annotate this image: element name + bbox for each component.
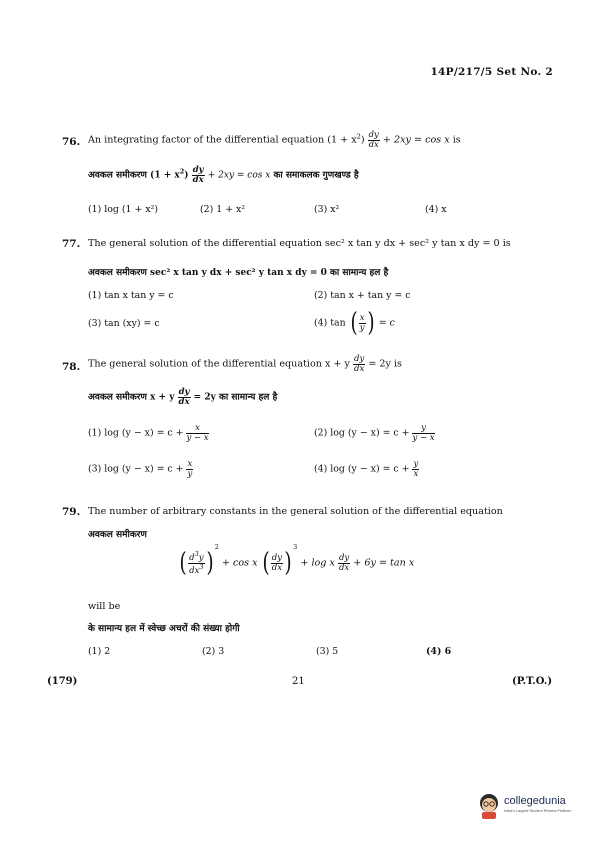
logo-mascot-icon (476, 792, 502, 820)
q78-english-pre: The general solution of the differential equation x + y (88, 358, 350, 370)
q79-equation: ( $\frac{d^3y}{dx^3}$ )$^2$ + cos x ( $\frac{dy}{dx}$ )$^3$ + log x $\frac{dy}{dx}$ + 6y = tan x (179, 543, 415, 578)
footer-code: (179) (47, 676, 78, 687)
question-79-english: The number of arbitrary constants in the general solution of the differential equation (88, 506, 503, 517)
page-number: 21 (292, 676, 305, 687)
q76-option-2: (2) 1 + x² (200, 204, 246, 215)
logo-name: collegedunia (504, 795, 566, 807)
q78-option-3-text: (3) log (y − x) = c + (88, 463, 184, 475)
q77-option-3: (3) tan (xy) = c (88, 318, 160, 329)
q77-option-4-text: (4) tan (314, 317, 346, 329)
q78-option-1: (1) log (y − x) = c + $\frac{x}{y - x}$ (88, 423, 209, 443)
question-number-78: 78. (62, 361, 81, 373)
q79-will-be: will be (88, 601, 121, 612)
q78-english-post: = 2y is (368, 358, 402, 370)
q78-hindi-pre: अवकल समीकरण x + y (88, 392, 175, 403)
question-79-hindi: अवकल समीकरण (88, 530, 147, 540)
question-77-english: The general solution of the differential equation sec² x tan y dx + sec² y tan x dy = 0 is (88, 238, 511, 249)
pto-label: (P.T.O.) (512, 676, 553, 687)
q76-english-post: is (452, 134, 461, 146)
q78-option-4-text: (4) log (y − x) = c + (314, 463, 410, 475)
q76-option-3: (3) x² (314, 204, 340, 215)
set-code: 14P/217/5 Set No. 2 (430, 66, 553, 78)
question-number-77: 77. (62, 238, 81, 250)
question-79-hindi-2: के सामान्य हल में स्वेच्छ अचरों की संख्या होगी (88, 624, 240, 634)
q78-option-1-text: (1) log (y − x) = c + (88, 427, 184, 439)
q77-option-4: (4) tan ( $\frac{x}{y}$ ) = c (314, 308, 395, 338)
q76-option-1: (1) log (1 + x²) (88, 204, 159, 215)
logo-tagline: India's Largest Student Review Platform (504, 809, 572, 813)
question-number-79: 79. (62, 506, 81, 518)
q79-option-2: (2) 3 (202, 646, 225, 657)
question-78-english: The general solution of the differential equation x + y $\frac{dy}{dx}$ = 2y is (88, 354, 402, 374)
q76-hindi-post: का समाकलक गुणखण्ड है (273, 170, 359, 181)
q77-option-1: (1) tan x tan y = c (88, 290, 174, 301)
q78-option-2: (2) log (y − x) = c + $\frac{y}{y - x}$ (314, 423, 435, 443)
collegedunia-logo (476, 790, 586, 824)
q78-option-2-text: (2) log (y − x) = c + (314, 427, 410, 439)
q79-option-3: (3) 5 (316, 646, 339, 657)
question-76-english: An integrating factor of the differential equation $(1 + x^2)$ $\frac{dy}{dx}$ + 2xy = cos x is (88, 130, 461, 150)
q79-option-4: (4) 6 (426, 646, 452, 657)
q76-option-4: (4) x (425, 204, 447, 215)
question-77-hindi: अवकल समीकरण sec² x tan y dx + sec² y tan x dy = 0 का सामान्य हल है (88, 268, 389, 278)
q77-option-2: (2) tan x + tan y = c (314, 290, 411, 301)
q78-option-4: (4) log (y − x) = c + $\frac{y}{x}$ (314, 459, 419, 479)
question-78-hindi: अवकल समीकरण x + y $\frac{dy}{dx}$ = 2y का सामान्य हल है (88, 387, 278, 407)
question-76-hindi: अवकल समीकरण $(1 + x^2)$ $\frac{dy}{dx}$ + 2xy = cos x का समाकलक गुणखण्ड है (88, 165, 359, 185)
question-number-76: 76. (62, 136, 81, 148)
q78-hindi-post: = 2y का सामान्य हल है (193, 392, 278, 403)
q76-english-pre: An integrating factor of the differential equation (1 + x (88, 134, 357, 146)
q79-option-1: (1) 2 (88, 646, 111, 657)
q78-option-3: (3) log (y − x) = c + $\frac{x}{y}$ (88, 459, 193, 479)
q76-hindi-pre: अवकल समीकरण (1 + x (88, 170, 180, 181)
